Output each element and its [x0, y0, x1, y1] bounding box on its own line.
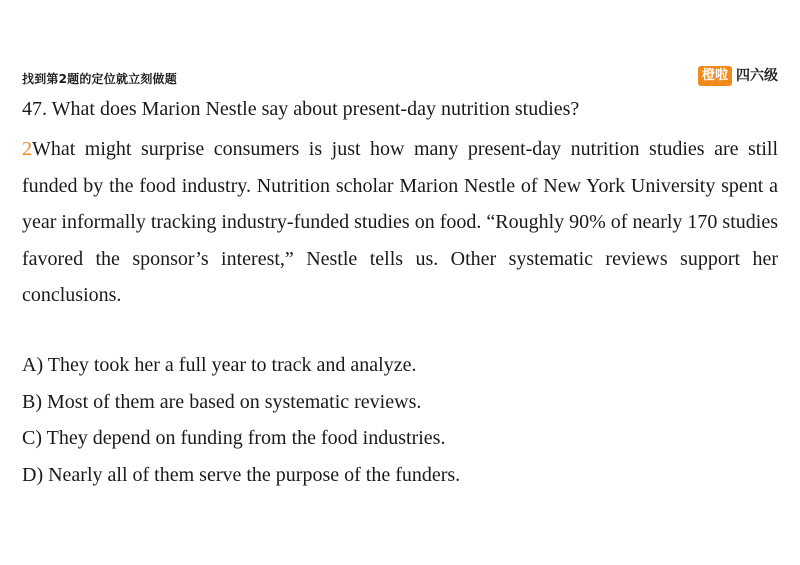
- question-text: 47. What does Marion Nestle say about present-day nutrition studies?: [22, 98, 580, 120]
- paragraph-number: 2: [22, 138, 32, 160]
- brand-text: 四六级: [736, 68, 778, 84]
- passage-text: What might surprise consumers is just how many present-day nutrition studies are still funded by the food industry. Nutrition scholar Marion Nestle of New York University spent a year informally tracking industry-funded studies on food. “Roughly 90% of nearly 170 studies favored the sponsor’s interest,” Nestle tells us. Other systematic reviews support her conclusions.: [22, 138, 778, 306]
- brand-logo: [698, 66, 778, 86]
- option-a: A) They took her a full year to track and analyze.: [22, 354, 417, 376]
- brand-badge: 橙啦: [698, 66, 732, 86]
- option-c: C) They depend on funding from the food industries.: [22, 427, 446, 449]
- option-b: B) Most of them are based on systematic reviews.: [22, 390, 422, 413]
- instruction-label: 找到第2题的定位就立刻做题: [22, 72, 177, 86]
- passage-paragraph: [22, 131, 778, 314]
- option-d: D) Nearly all of them serve the purpose of the funders.: [22, 463, 461, 486]
- answer-options: [22, 347, 782, 493]
